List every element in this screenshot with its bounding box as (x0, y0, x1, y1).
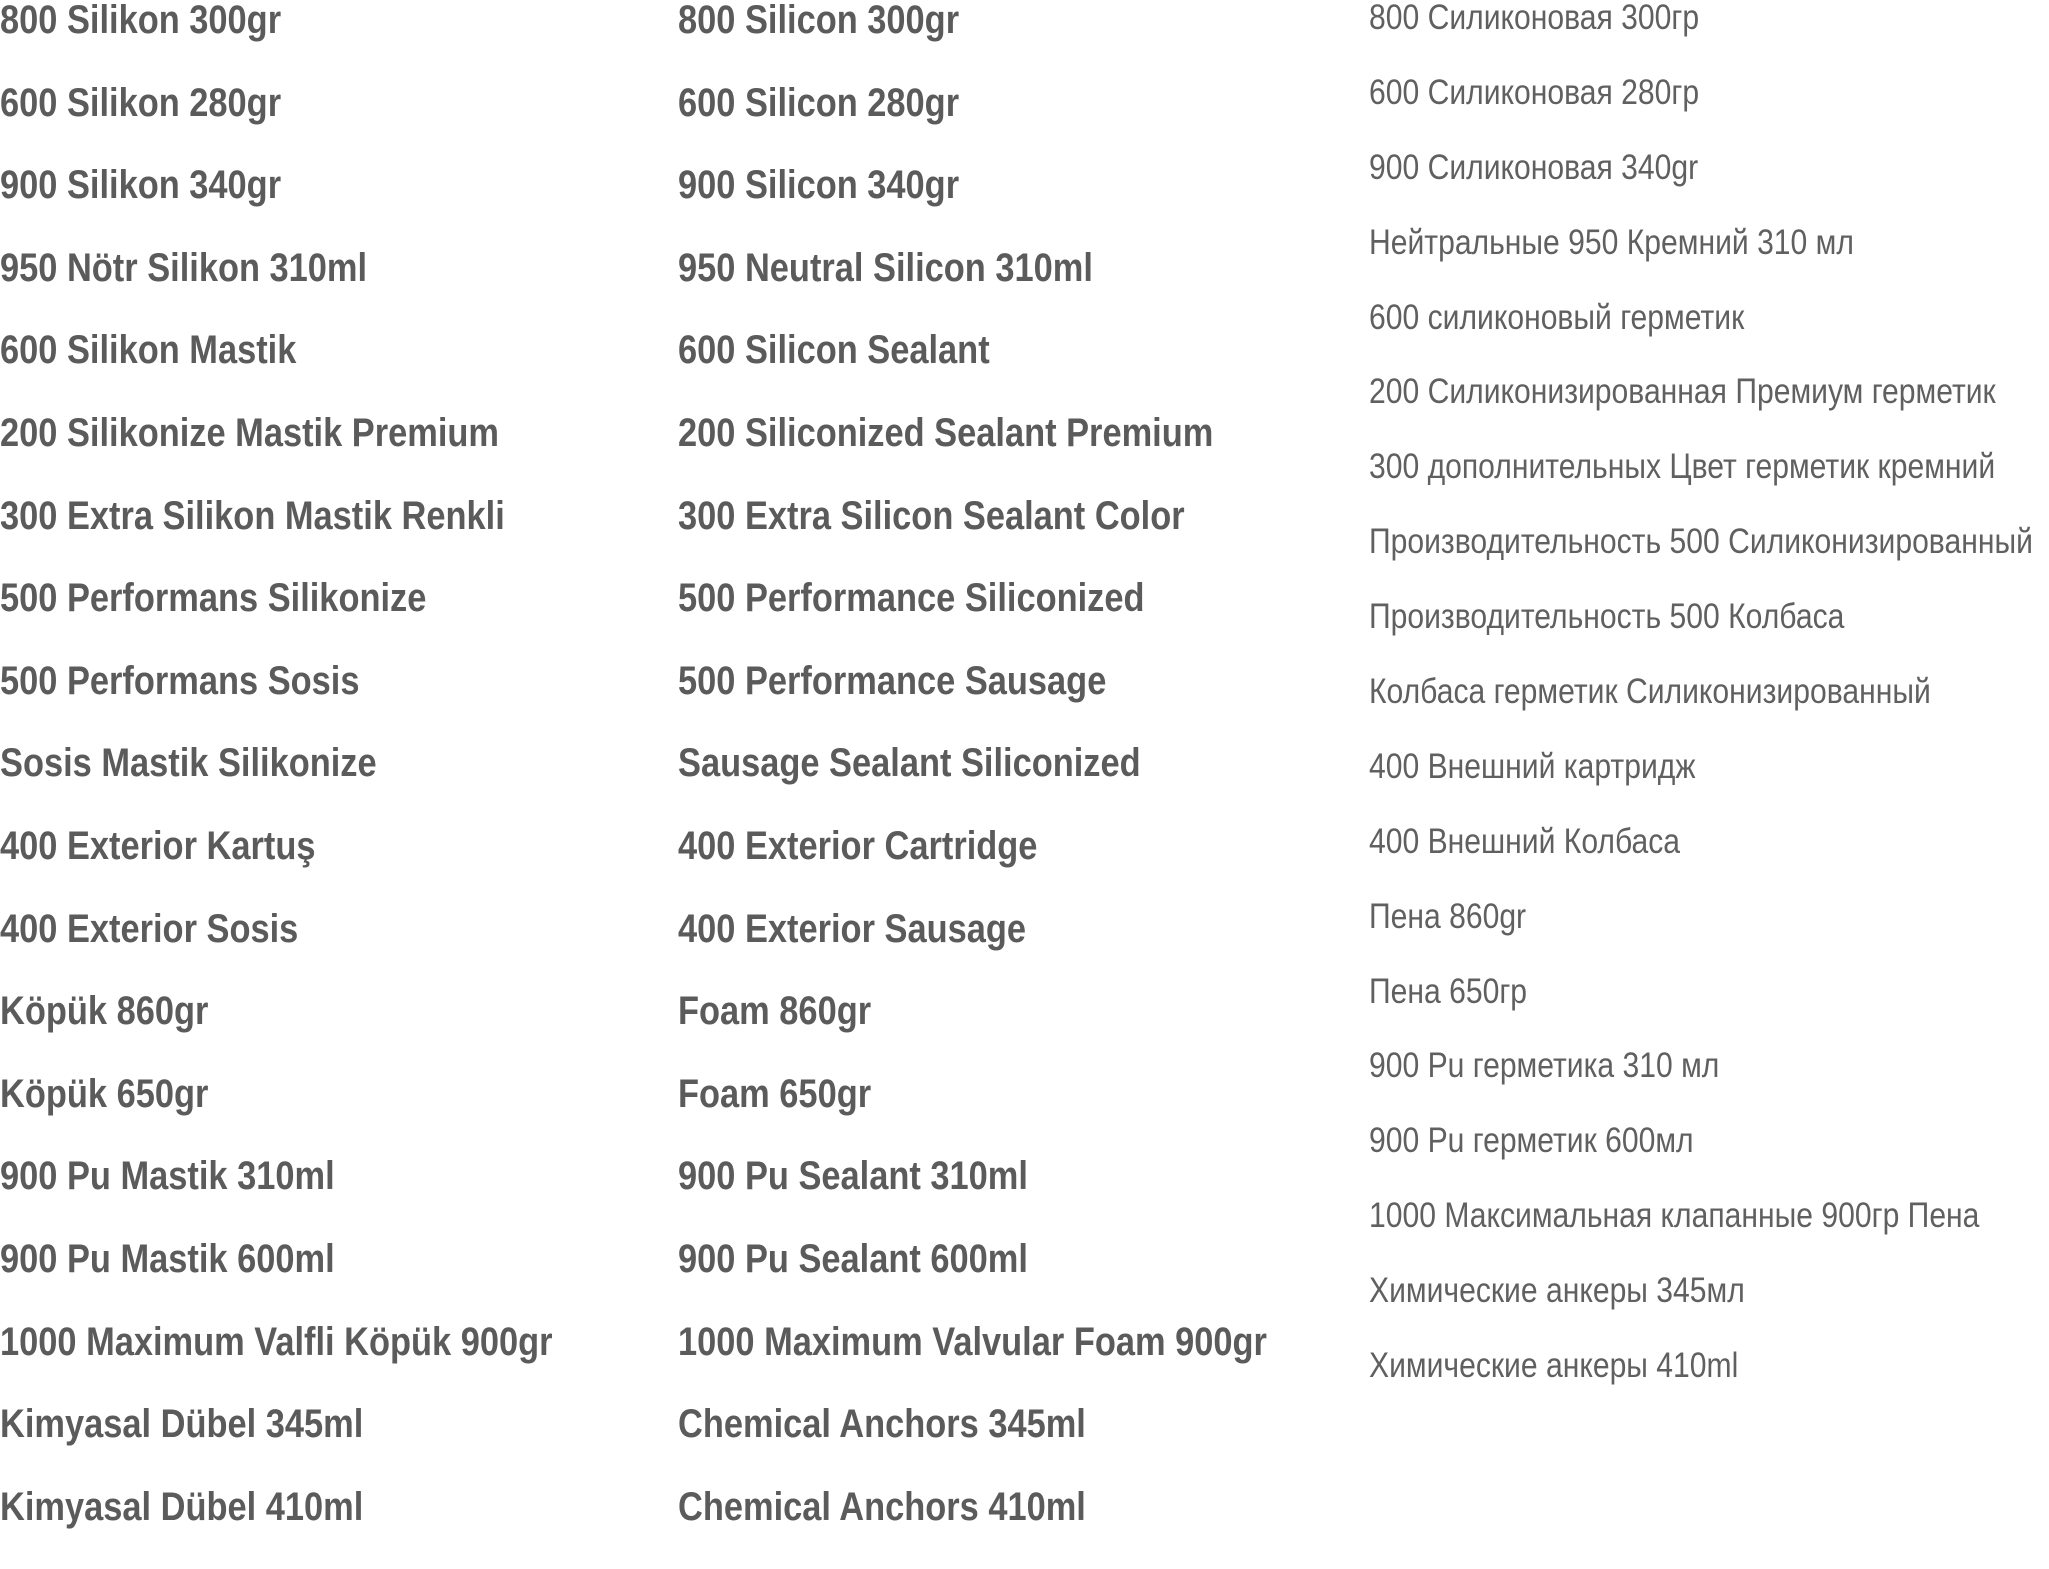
product-name-tr: Sosis Mastik Silikonize (0, 741, 377, 786)
product-name-en: 500 Performance Siliconized (678, 576, 1145, 621)
product-name-ru: 900 Pu герметика 310 мл (1369, 1046, 1720, 1086)
product-name-en: 950 Neutral Silicon 310ml (678, 245, 1093, 290)
product-name-tr: 600 Silikon Mastik (0, 328, 297, 373)
product-name-en: 300 Extra Silicon Sealant Color (678, 493, 1185, 538)
product-name-ru: Химические анкеры 410ml (1369, 1346, 1739, 1386)
turkish-product-column (0, 0, 660, 1569)
product-name-ru: 900 Pu герметик 600мл (1369, 1121, 1694, 1161)
product-name-tr: Köpük 650gr (0, 1071, 209, 1116)
product-name-ru: Химические анкеры 345мл (1369, 1271, 1745, 1311)
product-name-ru: 800 Силиконовая 300гр (1369, 0, 1700, 37)
product-name-ru: Производительность 500 Силиконизированный (1369, 522, 2033, 562)
product-name-tr: 900 Pu Mastik 600ml (0, 1236, 335, 1281)
product-name-en: 800 Silicon 300gr (678, 0, 960, 42)
product-name-ru: Пена 860gr (1369, 896, 1527, 936)
product-name-tr: Kimyasal Dübel 345ml (0, 1402, 364, 1447)
product-name-ru: Колбаса герметик Силиконизированный (1369, 672, 1931, 712)
product-name-en: 400 Exterior Cartridge (678, 823, 1038, 868)
product-name-tr: Köpük 860gr (0, 989, 209, 1034)
product-name-tr: 500 Performans Sosis (0, 658, 360, 703)
product-name-tr: 400 Exterior Kartuş (0, 823, 316, 868)
product-name-ru: Пена 650гр (1369, 971, 1528, 1011)
product-name-tr: 600 Silikon 280gr (0, 80, 282, 125)
product-name-ru: Производительность 500 Колбаса (1369, 597, 1845, 637)
product-name-en: Sausage Sealant Siliconized (678, 741, 1141, 786)
product-name-ru: 300 дополнительных Цвет герметик кремний (1369, 447, 1996, 487)
product-name-ru: 600 силиконовый герметик (1369, 297, 1745, 337)
product-name-en: 600 Silicon Sealant (678, 328, 990, 373)
product-name-tr: 200 Silikonize Mastik Premium (0, 410, 500, 455)
product-name-ru: 400 Внешний Колбаса (1369, 821, 1681, 861)
product-name-en: 500 Performance Sausage (678, 658, 1107, 703)
product-name-tr: 800 Silikon 300gr (0, 0, 282, 42)
product-name-en: 200 Siliconized Sealant Premium (678, 410, 1214, 455)
product-name-en: 900 Silicon 340gr (678, 163, 960, 208)
product-name-tr: 900 Silikon 340gr (0, 163, 282, 208)
product-name-en: 1000 Maximum Valvular Foam 900gr (678, 1319, 1267, 1364)
product-name-en: Chemical Anchors 345ml (678, 1402, 1086, 1447)
product-name-tr: 950 Nötr Silikon 310ml (0, 245, 368, 290)
product-name-tr: 900 Pu Mastik 310ml (0, 1154, 335, 1199)
product-name-ru: 600 Силиконовая 280гр (1369, 72, 1700, 112)
product-name-en: Foam 860gr (678, 989, 872, 1034)
product-name-tr: 300 Extra Silikon Mastik Renkli (0, 493, 505, 538)
product-name-tr: 1000 Maximum Valfli Köpük 900gr (0, 1319, 553, 1364)
product-name-en: Chemical Anchors 410ml (678, 1484, 1086, 1529)
english-product-column (678, 0, 1338, 1569)
product-name-en: 400 Exterior Sausage (678, 906, 1027, 951)
product-name-tr: 400 Exterior Sosis (0, 906, 299, 951)
product-name-tr: 500 Performans Silikonize (0, 576, 427, 621)
product-name-en: 900 Pu Sealant 310ml (678, 1154, 1028, 1199)
product-name-en: 600 Silicon 280gr (678, 80, 960, 125)
product-name-en: 900 Pu Sealant 600ml (678, 1236, 1028, 1281)
product-name-ru: 200 Силиконизированная Премиум герметик (1369, 372, 1996, 412)
product-name-ru: 1000 Максимальная клапанные 900гр Пена (1369, 1196, 1980, 1236)
product-name-en: Foam 650gr (678, 1071, 872, 1116)
product-name-ru: 900 Силиконовая 340gr (1369, 147, 1699, 187)
russian-product-column (1369, 0, 2049, 1423)
product-name-tr: Kimyasal Dübel 410ml (0, 1484, 364, 1529)
product-name-ru: 400 Внешний картридж (1369, 746, 1696, 786)
product-name-ru: Нейтральные 950 Кремний 310 мл (1369, 222, 1854, 262)
